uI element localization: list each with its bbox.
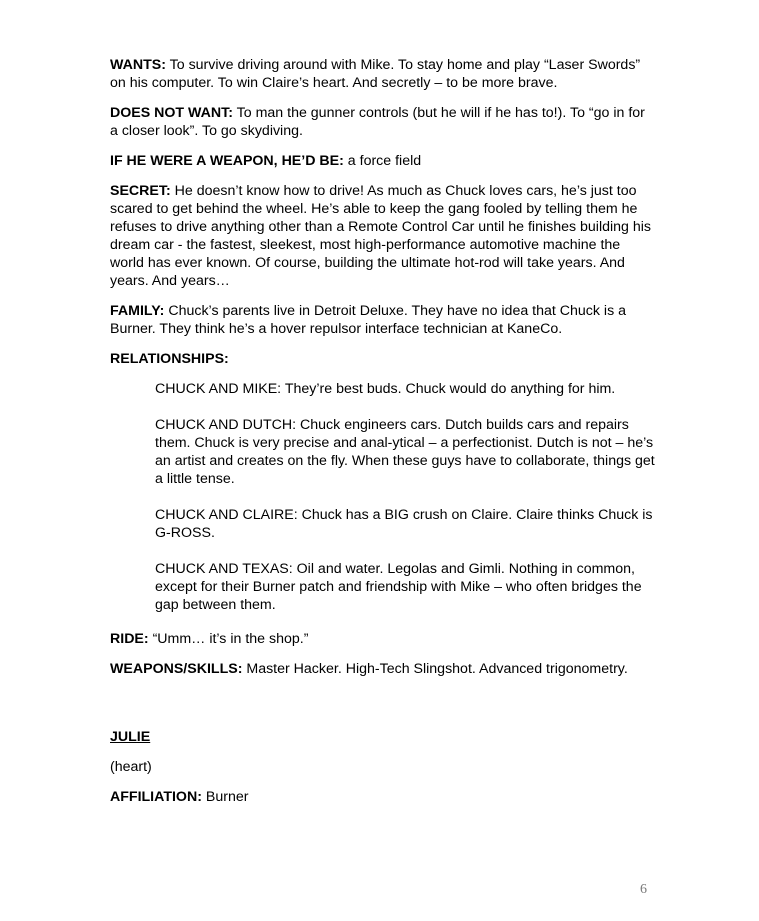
wants-paragraph xyxy=(110,56,655,92)
weapon-text: a force field xyxy=(347,153,422,169)
weapon-paragraph xyxy=(110,152,655,170)
julie-affiliation-paragraph xyxy=(110,788,655,806)
secret-label: SECRET: xyxy=(110,183,171,199)
relationships-list xyxy=(110,380,655,614)
section-spacer xyxy=(110,690,655,728)
julie-descriptor: (heart) xyxy=(110,759,152,775)
relationship-claire: CHUCK AND CLAIRE: Chuck has a BIG crush on Claire. Claire thinks Chuck is G-ROSS. xyxy=(155,507,653,541)
weapons-skills-paragraph xyxy=(110,660,655,678)
julie-affiliation-text: Burner xyxy=(205,789,249,805)
family-label: FAMILY: xyxy=(110,303,165,319)
julie-affiliation-label: AFFILIATION: xyxy=(110,789,202,805)
julie-heading-paragraph xyxy=(110,728,655,746)
page-number: 6 xyxy=(640,882,647,897)
wants-text: To survive driving around with Mike. To stay home and play “Laser Swords” on his computer. To win Claire’s heart. And secretly – to be more brave. xyxy=(110,57,641,91)
relationship-texas: CHUCK AND TEXAS: Oil and water. Legolas and Gimli. Nothing in common, except for their Burner patch and friendship with Mike – who often bridges the gap between them. xyxy=(155,561,642,613)
ride-label: RIDE: xyxy=(110,631,149,647)
wants-label: WANTS: xyxy=(110,57,166,73)
weapons-skills-text: Master Hacker. High-Tech Slingshot. Advanced trigonometry. xyxy=(246,661,628,677)
relationship-mike: CHUCK AND MIKE: They’re best buds. Chuck would do anything for him. xyxy=(155,381,616,397)
relationships-heading-paragraph xyxy=(110,350,655,368)
family-paragraph xyxy=(110,302,655,338)
ride-paragraph xyxy=(110,630,655,648)
relationships-label: RELATIONSHIPS: xyxy=(110,351,229,367)
does-not-want-paragraph xyxy=(110,104,655,140)
relationship-dutch: CHUCK AND DUTCH: Chuck engineers cars. Dutch builds cars and repairs them. Chuck is very precise and anal-ytical – a perfectionist. Dutch is not – he’s an artist and creates on the fly. When these guys have to collaborate, things get a little tense. xyxy=(155,417,655,487)
does-not-want-text: To man the gunner controls (but he will if he has to!). To “go in for a closer look”. To go skydiving. xyxy=(110,105,645,139)
weapons-skills-label: WEAPONS/SKILLS: xyxy=(110,661,243,677)
family-text: Chuck’s parents live in Detroit Deluxe. They have no idea that Chuck is a Burner. They think he’s a hover repulsor interface technician at KaneCo. xyxy=(110,303,627,337)
julie-name: JULIE xyxy=(110,729,151,745)
document-page xyxy=(110,56,655,818)
weapon-label: IF HE WERE A WEAPON, HE’D BE: xyxy=(110,153,344,169)
does-not-want-label: DOES NOT WANT: xyxy=(110,105,233,121)
ride-text: “Umm… it’s in the shop.” xyxy=(152,631,309,647)
secret-paragraph xyxy=(110,182,655,290)
secret-text: He doesn’t know how to drive! As much as Chuck loves cars, he’s just too scared to get behind the wheel. He’s able to keep the gang fooled by telling them he refuses to drive anything other than a Remote Control Car until he finishes building his dream car - the fastest, sleekest, most high-performance automotive machine the world has ever known. Of course, building the ultimate hot-rod will take years. And years. And years… xyxy=(110,183,652,289)
